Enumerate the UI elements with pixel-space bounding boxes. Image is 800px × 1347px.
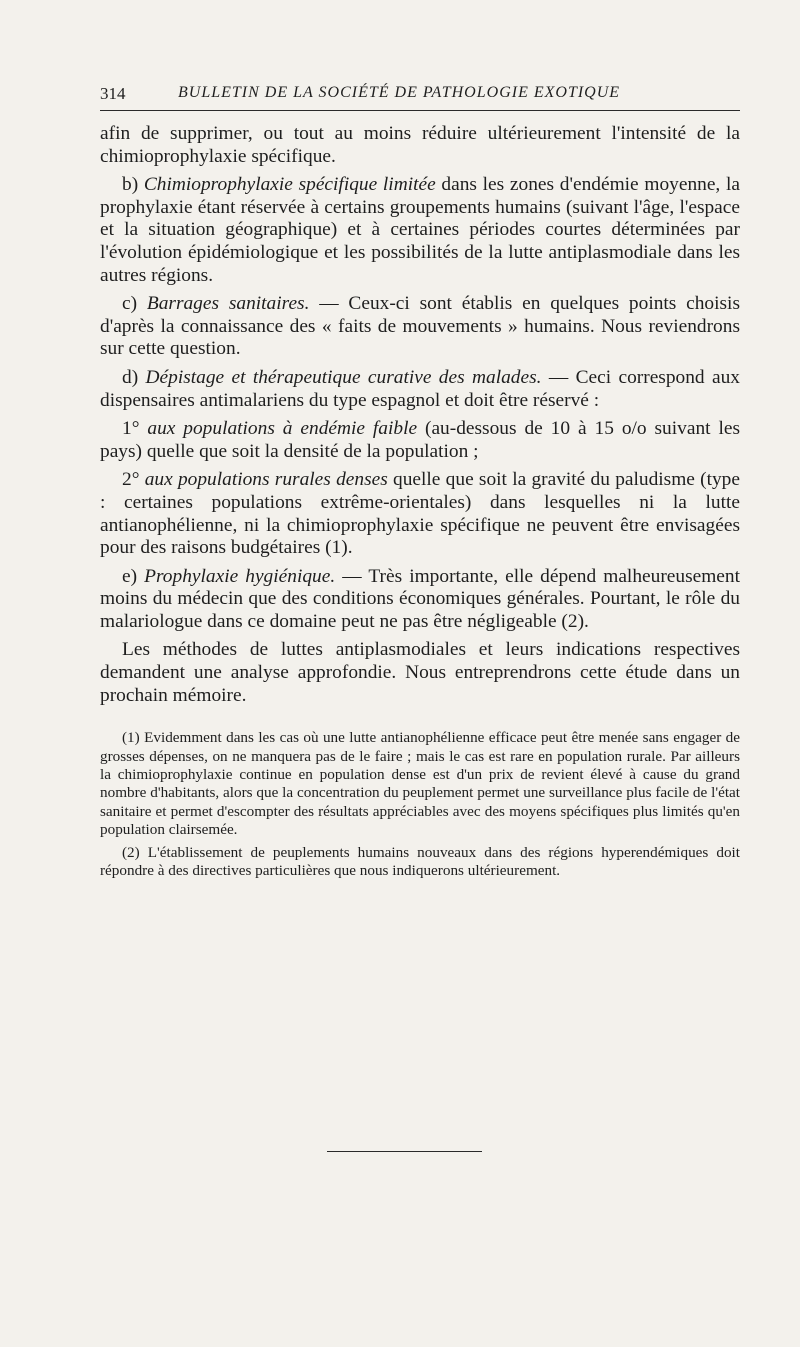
paragraph-c-label: c) (122, 293, 147, 315)
paragraph-e-label: e) (122, 565, 145, 587)
paragraph-d1-title: aux populations à endémie faible (147, 418, 418, 440)
page-number: 314 (100, 84, 126, 103)
footnote-1: (1) Evidemment dans les cas où une lutte antianophélienne efficace peut être menée sans engager de grosses dépenses, on ne manquera pas de le faire ; mais le cas est rare en population rurale. Par ailleurs la chimioprophylaxie continue en population dense est d'un prix de revient élevé à cause du grand nombre d'habitants, alors que la concentration du peuplement permet une surveillance plus facile de l'état sanitaire et permet d'escompter des résultats appréciables avec des moyens spécifiques plus limités qu'en population clairsemée. (100, 729, 740, 839)
running-header (100, 80, 740, 111)
paragraph-d-label: d) (122, 366, 146, 388)
paragraph-d (100, 367, 740, 412)
paragraph-c (100, 293, 740, 361)
paragraph-d-title: Dépistage et thérapeutique curative des malades. (145, 366, 542, 388)
paragraph-d2 (100, 469, 740, 559)
paragraph-d2-text: quelle que soit la gravité du paludisme (type : certaines populations extrême-orientales) dans lesquelles ni la lutte antianophélienne, ni la chimioprophylaxie spécifique ne peuvent être envisagées pour des raisons budgétaires (1). (100, 469, 740, 559)
paragraph-b-label: b) (122, 174, 144, 196)
paragraph-closing (100, 639, 740, 707)
paragraph-d2-title: aux populations rurales denses (144, 469, 388, 491)
body-text (100, 123, 740, 707)
footnote-2: (2) L'établissement de peuplements humains nouveaux dans des régions hyperendémiques doit répondre à des directives particulières que nous indiquerons ultérieurement. (100, 843, 740, 880)
paragraph-d1 (100, 418, 740, 463)
end-rule (327, 1151, 482, 1152)
paragraph-d1-label: 1° (122, 418, 148, 440)
paragraph-e (100, 566, 740, 634)
paragraph-intro-text: afin de supprimer, ou tout au moins réduire ultérieurement l'intensité de la chimioprophylaxie spécifique. (100, 123, 740, 167)
paragraph-e-text: — Très importante, elle dépend malheureusement moins du médecin que des conditions économiques générales. Pourtant, le rôle du malariologue dans ce domaine peut ne pas être négligeable (2). (100, 565, 740, 632)
paragraph-b-title: Chimioprophylaxie spécifique limitée (143, 174, 436, 196)
running-title: BULLETIN DE LA SOCIÉTÉ DE PATHOLOGIE EXOTIQUE (178, 84, 621, 101)
paragraph-c-title: Barrages sanitaires. (146, 293, 310, 315)
paragraph-closing-text: Les méthodes de luttes antiplasmodiales et leurs indications respectives demandent une analyse approfondie. Nous entreprendrons cette étude dans un prochain mémoire. (100, 639, 740, 706)
paragraph-c-text: — Ceux-ci sont établis en quelques points choisis d'après la connaissance des « faits de mouvements » humains. Nous reviendrons sur cette question. (100, 293, 740, 360)
paragraph-intro (100, 123, 740, 168)
paragraph-d2-label: 2° (122, 469, 145, 491)
paragraph-b-text: dans les zones d'endémie moyenne, la prophylaxie étant réservée à certains groupements humains (suivant l'âge, l'espace et la situation géographique) et à certaines périodes courtes déterminées par l'évolution épidémiologique et les possibilités de la lutte antiplasmodiale dans les autres régions. (100, 174, 740, 286)
paragraph-e-title: Prophylaxie hygiénique. (144, 565, 336, 587)
page (100, 80, 740, 885)
paragraph-b (100, 174, 740, 287)
footnotes (100, 729, 740, 880)
paragraph-d1-text: (au-dessous de 10 à 15 o/o suivant les pays) quelle que soit la densité de la population ; (100, 418, 740, 462)
paragraph-d-text: — Ceci correspond aux dispensaires antimalariens du type espagnol et doit être réservé : (100, 366, 740, 411)
